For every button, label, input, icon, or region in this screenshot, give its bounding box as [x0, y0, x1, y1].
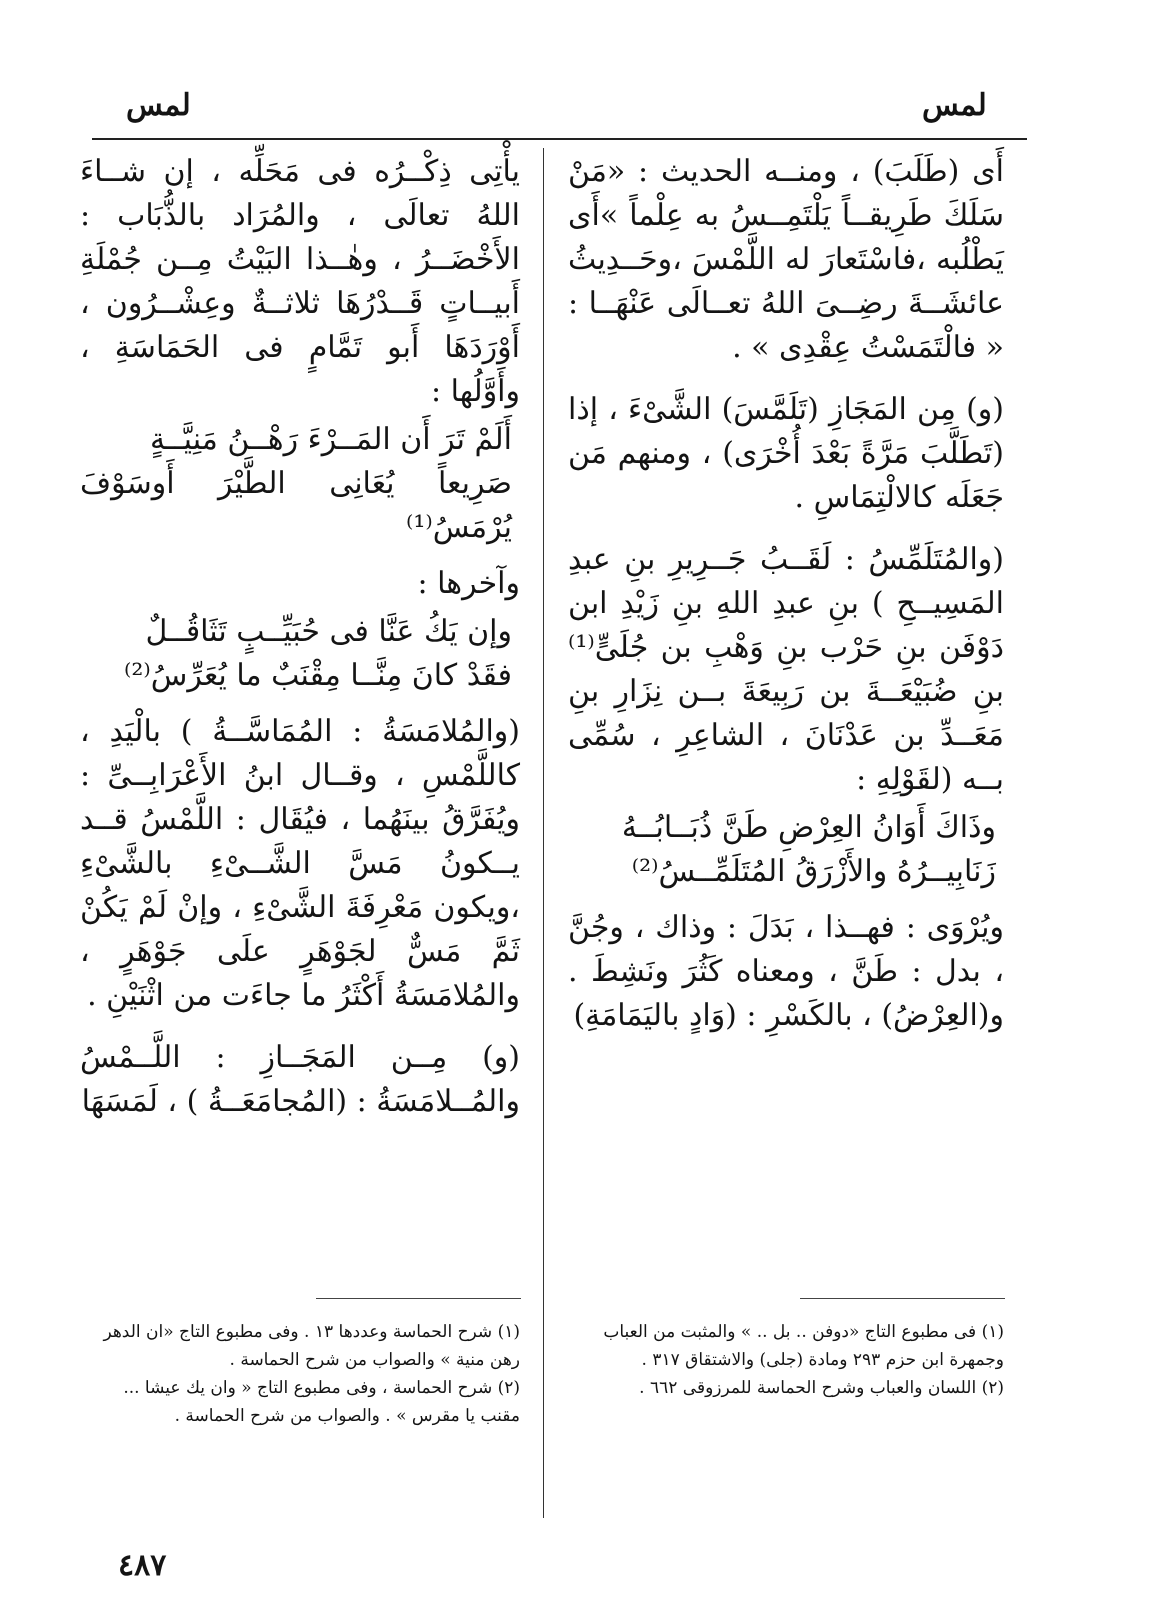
- poem-verse: [80, 418, 520, 550]
- entry-paragraph: ويُرْوَى : فهــذا ، بَدَلَ : وذاك ، وجُنَّ ، بدل : طَنَّ ، ومعناه كَثُرَ ونَشِطَ . و(العِرْضُ) ، بالكَسْرِ : (وَادٍ باليَمَامَةِ): [568, 910, 1004, 1033]
- header-rule: [92, 138, 1027, 140]
- verse-line: وإن يَكُ عَنَّا فى حُبَيِّــبٍ تَثَاقُــلٌ: [145, 614, 512, 649]
- footnotes-right: [568, 1318, 1004, 1402]
- verse-line: فقَدْ كانَ مِنَّــا مِقْنَبٌ ما يُعَرِّسُ⁽²⁾: [124, 658, 512, 693]
- column-divider: [543, 148, 544, 1518]
- entry-paragraph: وآخرها :: [417, 566, 520, 601]
- footnote-rule: [316, 1298, 521, 1299]
- entry-paragraph: (و) مِن المَجَازِ (تَلَمَّسَ) الشَّىْءَ ، إذا (تَطَلَّبَ مَرَّةً بَعْدَ أُخْرَى) ، ومنهم مَن جَعَلَه كالالْتِمَاسِ .: [568, 392, 1004, 515]
- left-column: [80, 150, 520, 1142]
- verse-line: وذَاكَ أَوَانُ العِرْضِ طَنَّ ذُبَــابُــهُ: [621, 810, 996, 845]
- footnotes-left: [80, 1318, 520, 1430]
- entry-paragraph: (والمُتَلَمِّسُ : لَقَــبُ جَــرِيرِ بنِ عبدِ المَسِيــحِ ) بنِ عبدِ اللهِ بنِ زَيْدِ ابن دَوْفَن بنِ حَرْب بنِ وَهْبِ بن جُلَىٍّ⁽¹⁾ بنِ ضُبَيْعَــةَ بن رَبِيعَةَ بــن نِزَارِ بنِ مَعَــدِّ بن عَدْنَانَ ، الشاعِرِ ، سُمِّى بــه (لقَوْلِهِ :: [568, 542, 1004, 797]
- verse-line: أَلَمْ تَرَ أَن المَــرْءَ رَهْــنُ مَنِيَّــةٍ: [149, 422, 512, 457]
- entry-paragraph: يأْتِى ذِكْــرُه فى مَحَلِّه ، إن شــاءَ اللهُ تعالَى ، والمُرَاد بالذُّبَاب : الأَخْضَــرُ ، وهٰــذا البَيْتُ مِــن جُمْلَةِ أَبيــاتٍ قَــدْرُهَا ثلاثــةٌ وعِشْــرُون ، أَوْرَدَهَا أَبو تَمَّامٍ فى الحَمَاسَةِ ، وأَوَّلُها :: [80, 154, 520, 409]
- entry-paragraph: (والمُلامَسَةُ : المُمَاسَّــةُ ) بالْيَدِ ، كاللَّمْسِ ، وقــال ابنُ الأَعْرَابِــىِّ : ويُفَرَّقُ بينَهُما ، فيُقَال : اللَّمْسُ قــد يــكونُ مَسَّ الشَّــىْءِ بالشَّىْءِ ،ويكون مَعْرِفَةَ الشَّىْءِ ، وإنْ لَمْ يَكُنْ ثَمَّ مَسٌّ لجَوْهَرٍ علَى جَوْهَرٍ ، والمُلامَسَةُ أَكْثَرُ ما جاءَت من اثْنَيْنِ .: [80, 714, 520, 1013]
- footnote: (٢) شرح الحماسة ، وفى مطبوع التاج « وان يك عيشا ... مقنب يا مقرس » . والصواب من شرح الحماسة .: [123, 1378, 520, 1426]
- footnote: (١) فى مطبوع التاج «دوفن .. بل .. » والمثبت من العباب وجمهرة ابن حزم ٢٩٣ ومادة (جلى) والاشتقاق ٣١٧ .: [603, 1322, 1004, 1370]
- running-header-right: لمس: [922, 88, 987, 123]
- poem-verse: [80, 610, 520, 698]
- footnote-rule: [800, 1298, 1005, 1299]
- poem-verse: [568, 806, 1004, 894]
- entry-paragraph: أَى (طَلَبَ) ، ومنــه الحديث : «مَنْ سَلَكَ طَرِيقــاً يَلْتَمِــسُ به عِلْماً »أَى يَطْلُبه ،فاسْتَعارَ له اللَّمْسَ ،وحَــدِيثُ عائشَــةَ رضِــىَ اللهُ تعــالَى عَنْهَــا : « فالْتَمَسْتُ عِقْدِى » .: [568, 154, 1004, 365]
- page-number: ٤٨٧: [118, 1548, 167, 1583]
- footnote: (١) شرح الحماسة وعددها ١٣ . وفى مطبوع التاج «ان الدهر رهن منية » والصواب من شرح الحماسة .: [103, 1322, 520, 1370]
- verse-line: زَنَابِيــرُهُ والأَزْرَقُ المُتَلَمِّــسُ⁽²⁾: [631, 854, 996, 889]
- right-column: [568, 150, 1004, 1056]
- verse-line: صَرِيعاً يُعَانِى الطَّيْرَ أَوسَوْفَ يُرْمَسُ⁽¹⁾: [80, 466, 512, 545]
- running-header-left: لمس: [126, 88, 191, 123]
- footnote: (٢) اللسان والعباب وشرح الحماسة للمرزوقى ٦٦٢ .: [639, 1378, 1004, 1398]
- entry-paragraph: (و) مِــن المَجَــازِ : اللَّــمْسُ والمُــلامَسَةُ : (المُجامَعَــةُ ) ، لَمَسَهَا: [80, 1040, 520, 1119]
